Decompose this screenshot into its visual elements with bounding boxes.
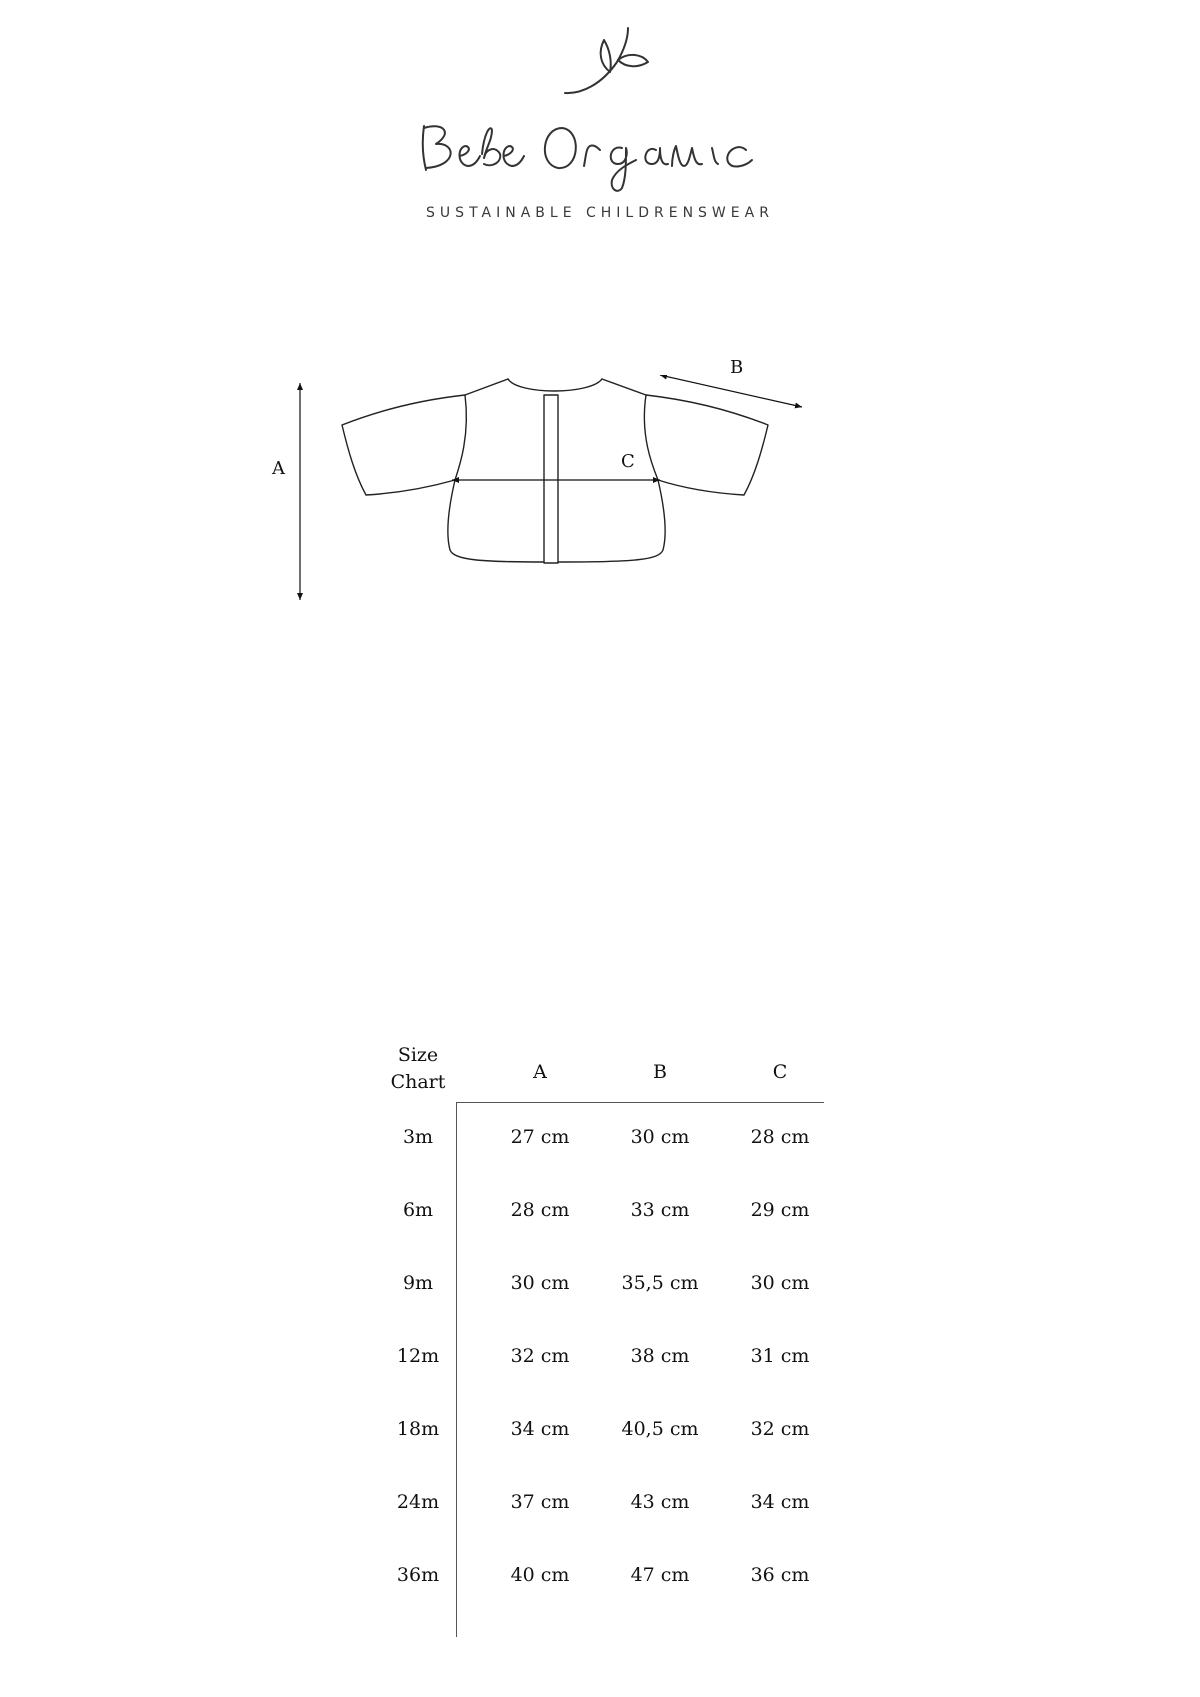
table-row [380, 1564, 830, 1594]
measurement-b-cell: 47 cm [630, 1564, 690, 1586]
size-cell: 18m [396, 1418, 440, 1440]
column-header-b: B [653, 1061, 667, 1083]
label-a: A [272, 458, 285, 479]
size-cell: 9m [402, 1272, 434, 1294]
measurement-b-cell: 40,5 cm [621, 1418, 699, 1440]
size-chart-table [380, 1042, 830, 1642]
table-row [380, 1418, 830, 1448]
measurement-c-cell: 36 cm [750, 1564, 810, 1586]
brand-name [0, 0, 1, 1]
table-row [380, 1491, 830, 1521]
measurement-c-cell: 29 cm [750, 1199, 810, 1221]
measurement-a-cell: 40 cm [510, 1564, 570, 1586]
size-cell: 6m [402, 1199, 434, 1221]
measurement-a-cell: 28 cm [510, 1199, 570, 1221]
leaf-logo-icon [562, 24, 652, 99]
size-cell: 36m [396, 1564, 440, 1586]
size-cell: 24m [396, 1491, 440, 1513]
measurement-c-cell: 30 cm [750, 1272, 810, 1294]
table-row [380, 1345, 830, 1375]
table-row [380, 1272, 830, 1302]
measurement-c-cell: 31 cm [750, 1345, 810, 1367]
brand-tagline: SUSTAINABLE CHILDRENSWEAR [426, 205, 774, 221]
measurement-c-cell: 34 cm [750, 1491, 810, 1513]
measurement-b-cell: 33 cm [630, 1199, 690, 1221]
measurement-a-cell: 30 cm [510, 1272, 570, 1294]
size-chart-header-line1: Size [397, 1044, 439, 1066]
brand-header [0, 0, 1200, 240]
dimension-b-arrow [660, 375, 802, 407]
measurement-c-cell: 32 cm [750, 1418, 810, 1440]
size-chart-header-line2: Chart [390, 1071, 446, 1093]
header-divider [456, 1102, 824, 1103]
measurement-b-cell: 43 cm [630, 1491, 690, 1513]
jacket-outline-drawing [280, 375, 880, 625]
label-c: C [621, 451, 635, 472]
label-b: B [730, 357, 744, 378]
column-header-a: A [533, 1061, 547, 1083]
measurement-b-cell: 35,5 cm [621, 1272, 699, 1294]
size-chart-header [380, 1042, 456, 1096]
size-cell: 12m [396, 1345, 440, 1367]
measurement-b-cell: 30 cm [630, 1126, 690, 1148]
measurement-b-cell: 38 cm [630, 1345, 690, 1367]
brand-wordmark-logo [412, 118, 812, 198]
measurement-a-cell: 37 cm [510, 1491, 570, 1513]
jacket-shape [342, 379, 768, 563]
measurement-a-cell: 32 cm [510, 1345, 570, 1367]
table-row [380, 1126, 830, 1156]
table-row [380, 1199, 830, 1229]
measurement-a-cell: 34 cm [510, 1418, 570, 1440]
size-cell: 3m [402, 1126, 434, 1148]
measurement-c-cell: 28 cm [750, 1126, 810, 1148]
garment-measurement-diagram [272, 357, 880, 625]
column-header-c: C [772, 1061, 788, 1083]
measurement-a-cell: 27 cm [510, 1126, 570, 1148]
